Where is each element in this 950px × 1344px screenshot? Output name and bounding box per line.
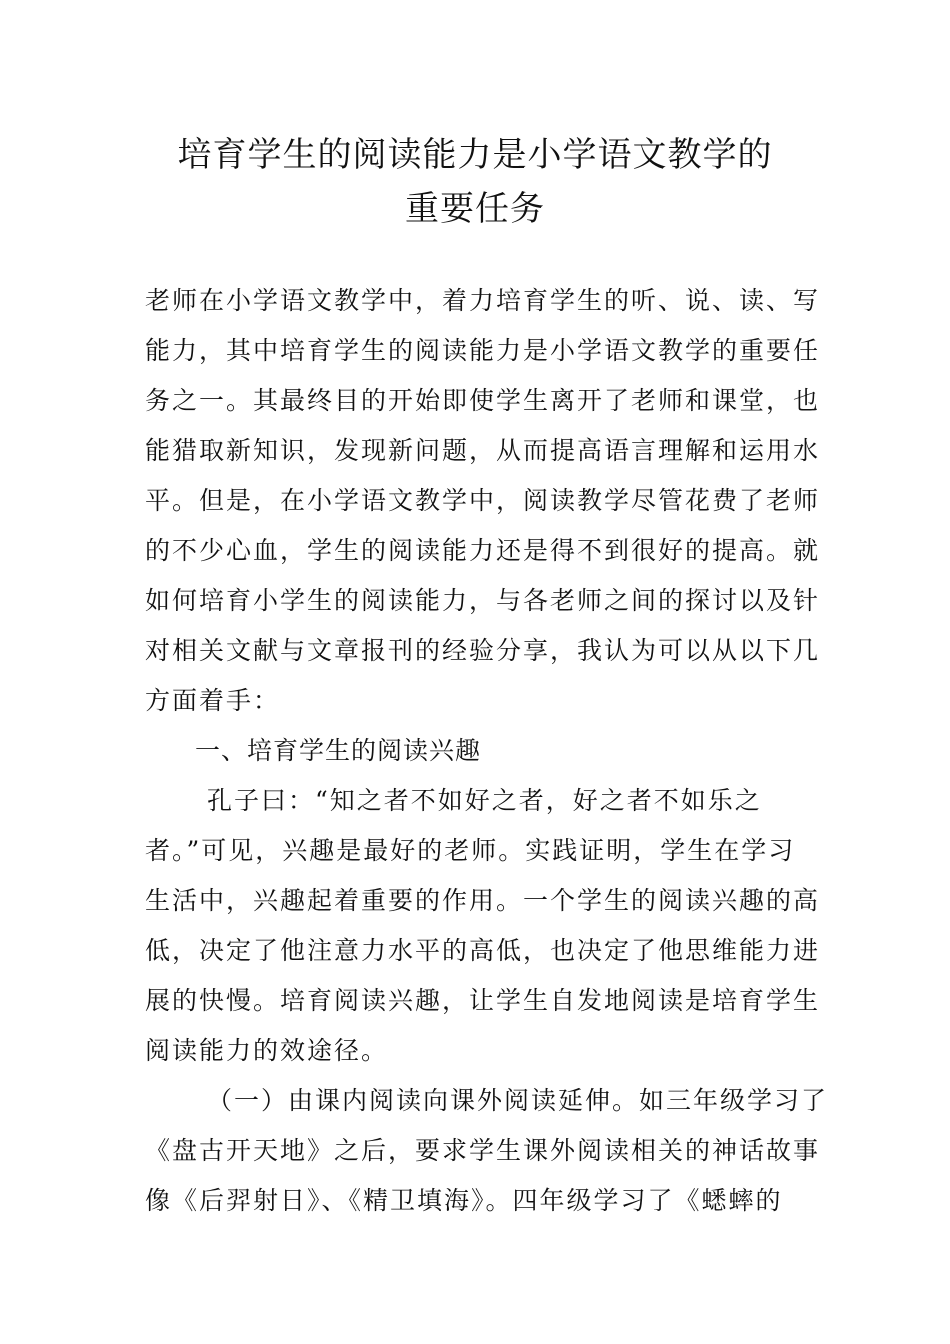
intro-line-1: 老师在小学语文教学中，着力培育学生的听、说、读、写	[145, 286, 821, 315]
intro-line-9: 方面着手：	[145, 686, 281, 715]
section-line-6: 阅读能力的效途径。	[145, 1036, 389, 1065]
intro-line-5: 平。但是，在小学语文教学中，阅读教学尽管花费了老师	[145, 486, 821, 515]
document-body	[145, 276, 829, 1226]
title-line-2: 重要任务	[405, 189, 545, 229]
intro-line-6: 的不少心血，学生的阅读能力还是得不到很好的提高。就	[145, 536, 821, 565]
intro-line-8: 对相关文献与文章报刊的经验分享，我认为可以从以下几	[145, 636, 821, 665]
intro-paragraph	[145, 276, 821, 726]
section-line-2: 者。”可见，兴趣是最好的老师。实践证明，学生在学习	[145, 836, 796, 865]
section-line-4: 低，决定了他注意力水平的高低，也决定了他思维能力进	[145, 936, 821, 965]
intro-line-4: 能猎取新知识，发现新问题，从而提高语言理解和运用水	[145, 436, 821, 465]
section-heading: 一、培育学生的阅读兴趣	[195, 736, 482, 765]
section-line-1: 孔子曰：“知之者不如好之者，好之者不如乐之	[207, 786, 762, 815]
intro-line-7: 如何培育小学生的阅读能力，与各老师之间的探讨以及针	[145, 586, 821, 615]
subsection-paragraph	[145, 1076, 829, 1226]
intro-line-3: 务之一。其最终目的开始即使学生离开了老师和课堂，也	[145, 386, 821, 415]
section-line-3: 生活中，兴趣起着重要的作用。一个学生的阅读兴趣的高	[145, 886, 821, 915]
title-line-1: 培育学生的阅读能力是小学语文教学的	[177, 135, 773, 175]
section-paragraph	[145, 776, 821, 1076]
subsection-line-1: （一）由课内阅读向课外阅读延伸。如三年级学习了	[207, 1086, 829, 1115]
subsection-line-3: 像《后羿射日》、《精卫填海》。四年级学习了《蟋蟀的	[145, 1186, 783, 1215]
section-line-5: 展的快慢。培育阅读兴趣，让学生自发地阅读是培育学生	[145, 986, 821, 1015]
intro-line-2: 能力，其中培育学生的阅读能力是小学语文教学的重要任	[145, 336, 821, 365]
subsection-line-2: 《盘古开天地》之后，要求学生课外阅读相关的神话故事	[145, 1136, 821, 1165]
document-title	[130, 128, 820, 236]
